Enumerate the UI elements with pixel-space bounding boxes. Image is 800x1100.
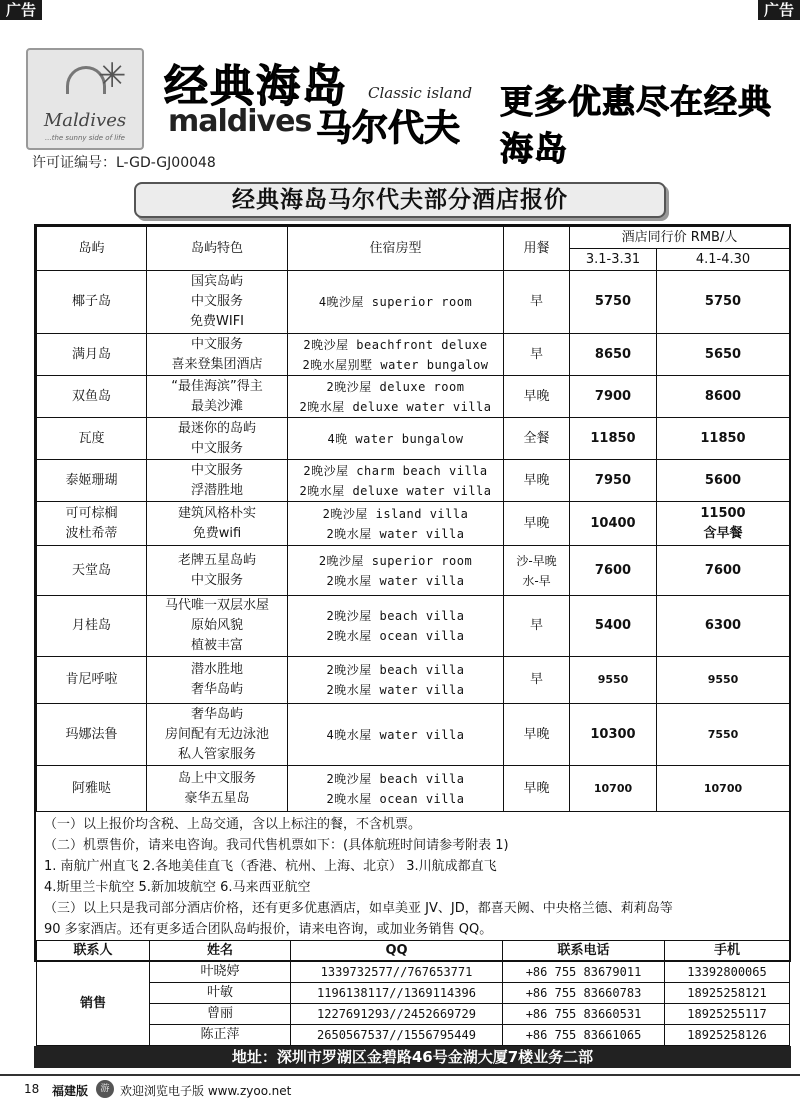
room-cell-line: 2晚水屋 deluxe water villa (299, 483, 492, 498)
price-cell-period-2-line: 11500 (700, 505, 746, 521)
room-cell-line: 2晚沙屋 beach villa (326, 663, 465, 677)
feature-cell-line: 最迷你的岛屿 (177, 420, 256, 436)
contact-mobile: 18925258126 (665, 1025, 790, 1046)
badge-icon: 游 (96, 1080, 114, 1098)
ad-label-left: 广告 (0, 0, 42, 20)
price-cell-period-2-line: 10700 (703, 781, 743, 795)
island-cell (37, 271, 147, 334)
room-cell-line: 2晚沙屋 island villa (322, 506, 469, 521)
price-cell-period-1 (570, 766, 657, 812)
price-cell-period-2 (657, 546, 790, 596)
price-cell-period-1 (570, 418, 657, 460)
hotel-row (37, 596, 790, 657)
room-cell (288, 546, 504, 596)
hotel-row (37, 502, 790, 546)
meal-cell (504, 334, 570, 376)
feature-cell-line: 奢华岛屿 (190, 706, 243, 722)
room-cell (288, 334, 504, 376)
price-cell-period-1-line: 10400 (590, 515, 636, 531)
meal-cell (504, 766, 570, 812)
contact-table (36, 940, 790, 1046)
price-cell-period-2-line: 11850 (700, 430, 746, 446)
room-cell-line: 2晚水屋 ocean villa (326, 629, 465, 643)
feature-cell-line: 中文服务 (190, 294, 243, 309)
island-cell (37, 418, 147, 460)
price-cell-period-2 (657, 271, 790, 334)
hotel-row (37, 418, 790, 460)
room-cell-line: 2晚水屋 water villa (326, 683, 465, 697)
contact-header-qq: QQ (291, 941, 503, 962)
price-cell-period-1-line: 8650 (594, 346, 632, 362)
hotel-row (37, 657, 790, 704)
price-cell-period-2 (657, 418, 790, 460)
header-period-2: 4.1-4.30 (657, 249, 790, 271)
feature-cell-line: 免费WIFI (190, 314, 244, 329)
price-cell-period-2 (657, 502, 790, 546)
room-cell (288, 271, 504, 334)
contact-row (37, 983, 790, 1004)
license-number: 许可证编号：L-GD-GJ00048 (32, 155, 216, 171)
island-cell-line: 双鱼岛 (71, 388, 111, 404)
hotel-row (37, 704, 790, 766)
feature-cell-line: 国宾岛屿 (190, 274, 243, 289)
feature-cell (147, 460, 288, 502)
contact-name: 曾丽 (150, 1004, 291, 1025)
room-cell-line: 2晚水屋 ocean villa (326, 791, 465, 806)
room-cell-line: 2晚沙屋 beachfront deluxe (303, 337, 488, 352)
feature-cell (147, 546, 288, 596)
note-6: 90 多家酒店。还有更多适合团队岛屿报价，请来电咨询，或加业务销售 QQ。 (44, 922, 493, 937)
room-cell-line: 2晚沙屋 charm beach villa (303, 463, 488, 478)
price-cell-period-1-line: 10700 (593, 781, 633, 795)
contact-name: 陈正萍 (150, 1025, 291, 1046)
room-cell (288, 596, 504, 657)
contact-qq: 1196138117//1369114396 (291, 983, 503, 1004)
meal-cell (504, 418, 570, 460)
feature-cell (147, 704, 288, 766)
feature-cell-line: 私人管家服务 (177, 746, 256, 762)
feature-cell-line: 潜水胜地 (190, 662, 243, 677)
feature-cell (147, 502, 288, 546)
feature-cell-line: 中文服务 (190, 336, 243, 352)
island-cell (37, 546, 147, 596)
page-footer (0, 1074, 800, 1100)
notes (36, 812, 789, 940)
contact-phone: +86 755 83661065 (503, 1025, 665, 1046)
price-cell-period-2 (657, 334, 790, 376)
feature-cell-line: 岛上中文服务 (177, 770, 256, 786)
feature-cell-line: 免费wifi (192, 525, 242, 541)
room-cell-line: 4晚 water bungalow (327, 431, 464, 446)
price-cell-period-1-line: 7950 (594, 472, 632, 488)
price-cell-period-1 (570, 657, 657, 704)
price-cell-period-1-line: 9550 (597, 673, 629, 686)
hotel-row (37, 460, 790, 502)
room-cell-line: 2晚水屋 water villa (326, 573, 465, 588)
meal-cell (504, 657, 570, 704)
meal-cell-line: 早晚 (523, 388, 550, 404)
island-cell-line: 椰子岛 (71, 294, 111, 309)
meal-cell (504, 502, 570, 546)
feature-cell-line: 最美沙滩 (190, 398, 243, 414)
feature-cell (147, 657, 288, 704)
contact-name: 叶晓婷 (150, 962, 291, 983)
logo-tagline: ...the sunny side of life (45, 134, 125, 142)
island-cell-line: 瓦度 (78, 430, 105, 446)
feature-cell-line: “最佳海滨”得主 (171, 378, 263, 394)
contact-qq: 2650567537//1556795449 (291, 1025, 503, 1046)
room-cell-line: 2晚水屋别墅 water bungalow (302, 357, 489, 372)
meal-cell (504, 596, 570, 657)
island-cell (37, 376, 147, 418)
contact-header-role: 联系人 (37, 941, 150, 962)
room-cell-line: 4晚沙屋 superior room (318, 295, 473, 309)
meal-cell-line: 早 (529, 294, 543, 309)
page-title: 经典海岛马尔代夫部分酒店报价 (134, 182, 666, 218)
contact-mobile: 18925255117 (665, 1004, 790, 1025)
feature-cell-line: 老牌五星岛屿 (177, 552, 256, 568)
logo-word: Maldives (43, 110, 127, 131)
price-cell-period-2 (657, 704, 790, 766)
note-2: （二）机票售价，请来电咨询。我司代售机票如下：(具体航班时间请参考附表 1) (44, 838, 509, 853)
contact-phone: +86 755 83660783 (503, 983, 665, 1004)
meal-cell-line: 水-早 (522, 573, 551, 588)
contact-qq: 1339732577//767653771 (291, 962, 503, 983)
feature-cell (147, 376, 288, 418)
island-cell (37, 596, 147, 657)
island-cell (37, 704, 147, 766)
note-3: 1. 南航广州直飞 2.各地美佳直飞（香港、杭州、上海、北京） 3.川航成都直飞 (44, 859, 497, 874)
header-island: 岛屿 (37, 227, 147, 271)
brand-title-cn2: 马尔代夫 (316, 108, 461, 149)
ad-label-right: 广告 (758, 0, 800, 20)
hotel-row (37, 334, 790, 376)
brand-subtitle-en: Classic island (368, 84, 473, 102)
price-cell-period-2-line: 7550 (707, 727, 739, 741)
contact-mobile: 18925258121 (665, 983, 790, 1004)
contact-mobile: 13392800065 (665, 962, 790, 983)
brand-title-en: maldives (168, 104, 312, 139)
contact-role: 销售 (37, 962, 150, 1046)
meal-cell-line: 早 (529, 618, 543, 633)
price-cell-period-1 (570, 546, 657, 596)
room-cell (288, 657, 504, 704)
price-cell-period-2-line: 7600 (704, 562, 742, 578)
room-cell-line: 2晚沙屋 beach villa (326, 771, 465, 786)
island-cell (37, 460, 147, 502)
header-meal: 用餐 (504, 227, 570, 271)
price-cell-period-2-line: 5650 (704, 346, 742, 362)
note-4: 4.斯里兰卡航空 5.新加坡航空 6.马来西亚航空 (44, 880, 311, 895)
price-cell-period-1 (570, 376, 657, 418)
room-cell-line: 2晚水屋 water villa (326, 526, 465, 541)
contact-header-name: 姓名 (150, 941, 291, 962)
note-1: （一）以上报价均含税、上岛交通，含以上标注的餐，不含机票。 (44, 817, 422, 832)
feature-cell (147, 766, 288, 812)
contact-phone: +86 755 83660531 (503, 1004, 665, 1025)
feature-cell-line: 中文服务 (190, 462, 243, 478)
meal-cell-line: 早晚 (523, 472, 550, 488)
price-cell-period-2 (657, 657, 790, 704)
island-cell-line: 波杜希蒂 (65, 525, 118, 541)
price-cell-period-1-line: 7600 (594, 562, 632, 578)
contact-name: 叶敏 (150, 983, 291, 1004)
room-cell (288, 460, 504, 502)
room-cell (288, 766, 504, 812)
price-cell-period-2 (657, 376, 790, 418)
room-cell (288, 704, 504, 766)
island-cell-line: 可可棕榈 (65, 505, 118, 521)
meal-cell-line: 沙-早晚 (516, 553, 557, 568)
header-feature: 岛屿特色 (147, 227, 288, 271)
hotel-row (37, 546, 790, 596)
price-cell-period-1 (570, 271, 657, 334)
island-cell-line: 满月岛 (71, 346, 111, 362)
price-cell-period-1 (570, 460, 657, 502)
contact-header-phone: 联系电话 (503, 941, 665, 962)
price-cell-period-1-line: 5400 (594, 618, 632, 633)
slogan: 更多优惠尽在经典海岛 (500, 82, 772, 168)
feature-cell (147, 334, 288, 376)
palm-tree-icon: ✳ (98, 56, 127, 96)
feature-cell (147, 418, 288, 460)
footer-url: 欢迎浏览电子版 www.zyoo.net (120, 1084, 292, 1098)
price-cell-period-2-line: 5750 (704, 294, 742, 309)
island-cell (37, 657, 147, 704)
feature-cell-line: 马代唯一双层水屋 (164, 598, 269, 613)
room-cell (288, 502, 504, 546)
meal-cell-line: 全餐 (523, 430, 550, 446)
price-cell-period-1-line: 5750 (594, 294, 632, 309)
price-cell-period-2 (657, 596, 790, 657)
room-cell (288, 376, 504, 418)
brand-title-cn: 经典海岛 (164, 61, 348, 112)
room-cell-line: 4晚水屋 water villa (326, 727, 465, 742)
meal-cell-line: 早晚 (523, 780, 550, 796)
room-cell (288, 418, 504, 460)
price-cell-period-1-line: 7900 (594, 388, 632, 404)
meal-cell-line: 早 (529, 346, 543, 362)
contact-row (37, 962, 790, 983)
island-cell-line: 肯尼呼啦 (65, 672, 118, 687)
room-cell-line: 2晚沙屋 beach villa (326, 609, 465, 623)
island-cell (37, 766, 147, 812)
price-cell-period-2-line: 含早餐 (703, 525, 743, 541)
meal-cell (504, 546, 570, 596)
page-number: 18 (24, 1082, 40, 1096)
room-cell-line: 2晚沙屋 deluxe room (326, 379, 465, 394)
hotel-price-table (36, 226, 790, 812)
hotel-row (37, 766, 790, 812)
meal-cell (504, 271, 570, 334)
contact-row (37, 1025, 790, 1046)
header-price: 酒店同行价 RMB/人 (570, 227, 790, 249)
hotel-row (37, 271, 790, 334)
hotel-row (37, 376, 790, 418)
feature-cell-line: 建筑风格朴实 (177, 505, 256, 521)
price-cell-period-1 (570, 704, 657, 766)
island-cell-line: 阿雅哒 (71, 780, 111, 796)
maldives-logo (26, 48, 144, 150)
island-cell (37, 334, 147, 376)
meal-cell (504, 704, 570, 766)
feature-cell-line: 植被丰富 (190, 638, 243, 653)
price-cell-period-2-line: 6300 (704, 618, 742, 633)
note-5: （三）以上只是我司部分酒店价格，还有更多优惠酒店，如卓美亚 JV、JD，都喜天阙、中央格兰德、莉莉岛等 (44, 901, 673, 916)
contact-header-mobile: 手机 (665, 941, 790, 962)
feature-cell-line: 原始风貌 (190, 618, 243, 633)
contact-row (37, 1004, 790, 1025)
price-cell-period-2-line: 5600 (704, 472, 742, 488)
feature-cell (147, 596, 288, 657)
price-cell-period-2-line: 8600 (704, 388, 742, 404)
feature-cell-line: 豪华五星岛 (184, 790, 250, 806)
island-cell (37, 502, 147, 546)
price-cell-period-1 (570, 596, 657, 657)
feature-cell-line: 房间配有无边泳池 (164, 726, 269, 742)
address-bar: 地址：深圳市罗湖区金碧路46号金湖大厦7楼业务二部 (34, 1046, 791, 1068)
island-cell-line: 泰姬珊瑚 (65, 472, 118, 488)
feature-cell (147, 271, 288, 334)
price-sheet (34, 224, 791, 1042)
meal-cell (504, 460, 570, 502)
room-cell-line: 2晚沙屋 superior room (318, 553, 473, 568)
feature-cell-line: 奢华岛屿 (190, 682, 243, 697)
header-room: 住宿房型 (288, 227, 504, 271)
island-cell-line: 玛娜法鲁 (65, 726, 118, 742)
price-cell-period-1-line: 10300 (590, 726, 636, 742)
meal-cell (504, 376, 570, 418)
price-cell-period-2 (657, 766, 790, 812)
price-cell-period-2-line: 9550 (707, 673, 739, 686)
feature-cell-line: 中文服务 (190, 440, 243, 456)
contact-phone: +86 755 83679011 (503, 962, 665, 983)
island-cell-line: 天堂岛 (71, 562, 111, 578)
header-period-1: 3.1-3.31 (570, 249, 657, 271)
island-cell-line: 月桂岛 (71, 618, 111, 633)
meal-cell-line: 早晚 (523, 515, 550, 531)
meal-cell-line: 早晚 (523, 726, 550, 742)
price-cell-period-1 (570, 334, 657, 376)
contact-qq: 1227691293//2452669729 (291, 1004, 503, 1025)
meal-cell-line: 早 (529, 672, 543, 687)
feature-cell-line: 中文服务 (190, 572, 243, 588)
room-cell-line: 2晚水屋 deluxe water villa (299, 399, 492, 414)
feature-cell-line: 喜来登集团酒店 (171, 356, 263, 372)
edition-label: 福建版 (52, 1084, 89, 1098)
feature-cell-line: 浮潜胜地 (190, 482, 243, 498)
price-cell-period-2 (657, 460, 790, 502)
price-cell-period-1-line: 11850 (590, 430, 636, 446)
price-cell-period-1 (570, 502, 657, 546)
